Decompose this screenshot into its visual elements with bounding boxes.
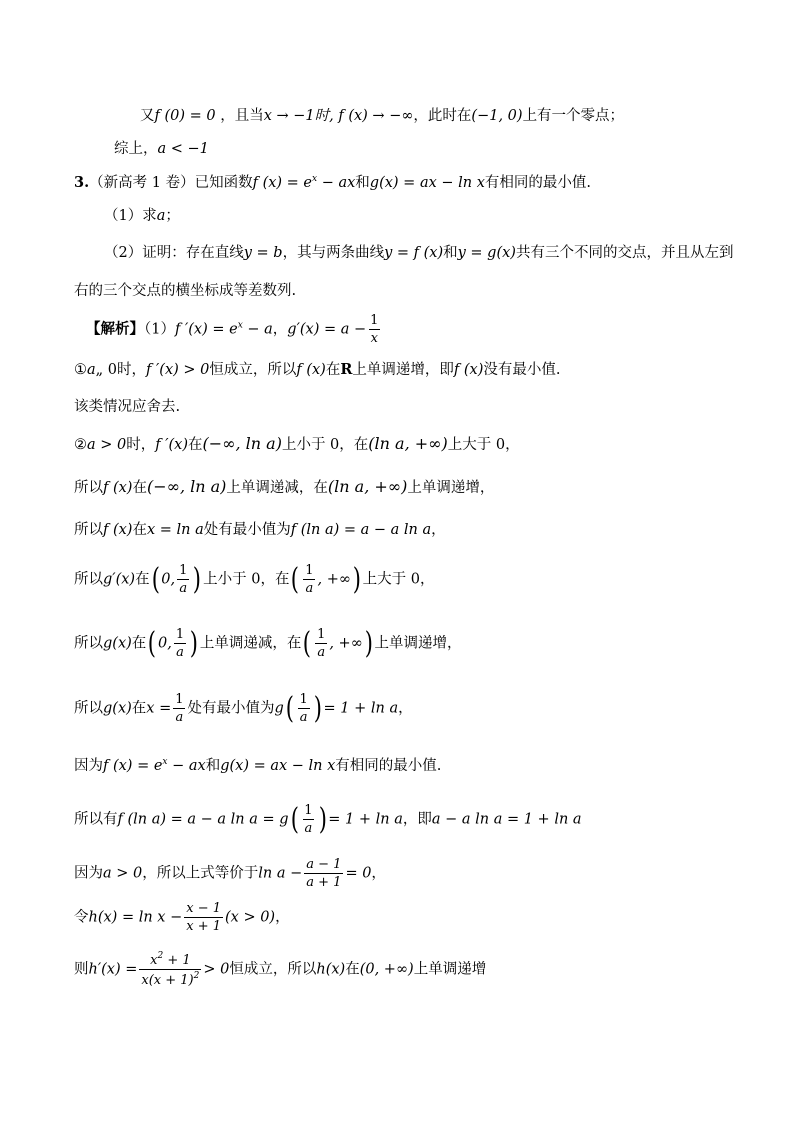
fraction: $\frac{x - 1}{x + 1}$ <box>186 901 221 934</box>
fraction: $\frac{1}{x}$ <box>370 313 379 346</box>
text-line-13: 所以g′(x)在( 0, $\frac{1}{a}$ ) 上小于 0，在( $\frac{1}{a}$ , +∞) 上大于 0， <box>74 561 435 597</box>
text-line-19: 令h(x) = ln x − $\frac{x - 1}{x + 1}$ (x > 0)， <box>74 901 290 934</box>
question-1: （1）求a； <box>104 208 180 224</box>
text-line-14: 所以g(x)在( 0, $\frac{1}{a}$ ) 上单调递减，在( $\frac{1}{a}$ , +∞) 上单调递增， <box>74 625 462 661</box>
problem-3-statement: 3.（新高考 1 卷）已知函数f $(x) = e^x$ − ax和g(x) = ax − ln x有相同的最小值. <box>74 174 591 191</box>
fraction: $\frac{1}{a}$ <box>304 803 313 836</box>
analysis-case-1: ①a„ 0时，f ′(x) > 0恒成立，所以f (x)在R上单调递增，即f (x)没有最小值. <box>74 361 561 378</box>
text-line-discard: 该类情况应舍去. <box>74 399 181 415</box>
fraction: $\frac{a - 1}{a + 1}$ <box>306 857 342 890</box>
fraction: $\frac{1}{a}$ <box>175 627 185 660</box>
text-line-20: 则h′(x) = $\frac{x^2 + 1}{x(x + 1)^2}$ > 0恒成立，所以h(x)在(0, +∞)上单调递增 <box>74 951 487 988</box>
fraction: $\frac{1}{a}$ <box>305 563 314 596</box>
fraction: $\frac{1}{a}$ <box>299 692 308 725</box>
text-line-2: 综上，a < −1 <box>114 141 209 157</box>
analysis-line-1: 【解析】（1）f $'(x) = e^x - a$，g′(x) = a − $\frac{1}{x}$ <box>86 313 379 346</box>
text-line-1: 又f (0) = 0 ，且当x → −1时, f (x) → −∞，此时在(−1, 0)上有一个零点； <box>140 108 625 124</box>
fraction: $\frac{1}{a}$ <box>179 563 188 596</box>
fraction: $\frac{x^2 + 1}{x(x + 1)^2}$ <box>141 951 200 988</box>
analysis-case-2: ②a > 0时，f ′(x)在(−∞, ln a)上小于 0，在(ln a, +∞)上大于 0， <box>74 434 520 453</box>
fraction: $\frac{1}{a}$ <box>317 627 326 660</box>
text-line-18: 因为a > 0，所以上式等价于ln a − $\frac{a - 1}{a + 1}$ = 0， <box>74 857 386 890</box>
question-2-continued: 右的三个交点的横坐标成等差数列. <box>74 283 297 299</box>
text-line-16: 因为f $(x) = e^x$ − ax和g(x) = ax − ln x有相同的最小值. <box>74 757 442 774</box>
question-2: （2）证明：存在直线y = b，其与两条曲线y = f (x)和y = g(x)共有三个不同的交点，并且从左到 <box>104 245 734 261</box>
text-line-12: 所以f (x)在x = ln a处有最小值为f (ln a) = a − a ln a， <box>74 522 446 538</box>
text-line-17: 所以有f (ln a) = a − a ln a = g( $\frac{1}{a}$ ) = 1 + ln a，即a − a ln a = 1 + ln a <box>74 801 582 837</box>
text-line-15: 所以g(x)在x = $\frac{1}{a}$ 处有最小值为g( $\frac{1}{a}$ ) = 1 + ln a， <box>74 690 413 726</box>
fraction: $\frac{1}{a}$ <box>175 692 184 725</box>
text-line-11: 所以f (x)在(−∞, ln a)上单调递减，在(ln a, +∞)上单调递增， <box>74 477 495 496</box>
